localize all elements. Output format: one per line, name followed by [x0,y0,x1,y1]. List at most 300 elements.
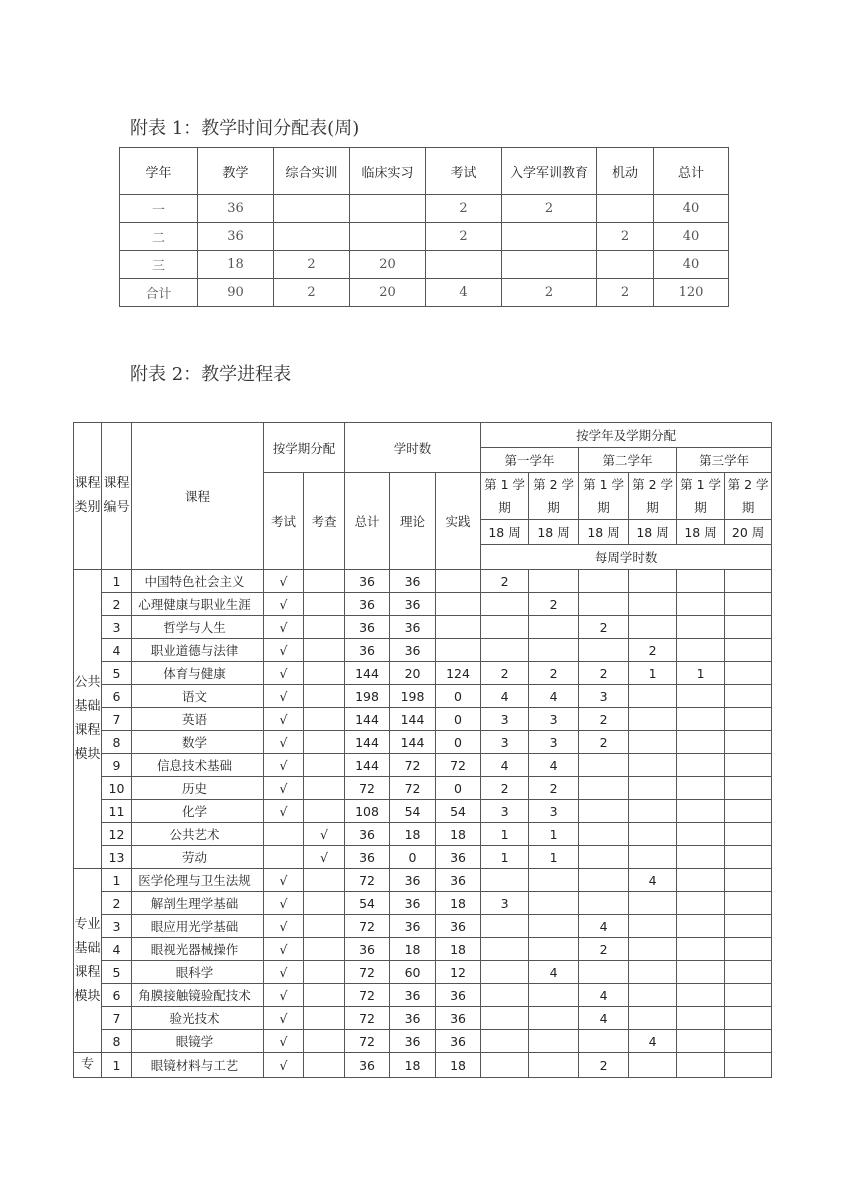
table-cell: 4 [529,754,579,777]
table-row [74,1053,772,1078]
header-hours: 学时数 [345,423,481,473]
table-cell [725,800,772,823]
table-cell: 18 [436,892,481,915]
table-cell: 3 [102,616,132,639]
table-cell: 20 [350,279,426,307]
table-cell [481,869,529,892]
header-check: 考查 [304,473,345,570]
course-name: 数学 [132,731,264,754]
table-cell: 5 [102,961,132,984]
header-allocation: 按学年及学期分配 [481,423,772,448]
table-cell [629,593,677,616]
table-cell [629,1007,677,1030]
table-cell: 4 [579,1007,629,1030]
table-cell [481,984,529,1007]
table-cell [677,869,725,892]
table-cell: 0 [436,777,481,800]
header-term: 第 1 学期 [677,473,725,520]
table-cell [304,915,345,938]
table-cell: 3 [529,708,579,731]
table-cell: 1 [481,846,529,869]
table-cell [725,984,772,1007]
table-cell: 54 [436,800,481,823]
header-year: 第一学年 [481,448,579,473]
table-cell: 36 [436,1007,481,1030]
table-cell [677,708,725,731]
table-cell [304,754,345,777]
table-cell: 72 [345,915,390,938]
table-cell: √ [264,961,304,984]
column-header: 教学 [198,148,274,195]
course-name: 角膜接触镜验配技术 [132,984,264,1007]
table-cell: 198 [345,685,390,708]
table-row [74,754,772,777]
table-cell [677,639,725,662]
course-name: 心理健康与职业生涯 [132,593,264,616]
table-cell: 40 [654,251,729,279]
table-cell: 11 [102,800,132,823]
header-term: 第 2 学期 [529,473,579,520]
table-cell: √ [304,846,345,869]
table-cell [725,915,772,938]
table-cell: 36 [390,1030,436,1053]
table-cell [481,915,529,938]
table-cell [677,685,725,708]
table-cell: √ [264,731,304,754]
table-cell [304,616,345,639]
table-cell: √ [264,1030,304,1053]
column-header: 总计 [654,148,729,195]
course-name: 医学伦理与卫生法规 [132,869,264,892]
table-cell: 18 [390,823,436,846]
table-cell [579,639,629,662]
table-cell: 2 [597,223,654,251]
table-cell [304,961,345,984]
table-cell [725,754,772,777]
header-weeks: 18 周 [481,520,529,545]
table-cell: 36 [390,892,436,915]
table-cell [629,938,677,961]
header-weeks: 18 周 [529,520,579,545]
table-cell [629,892,677,915]
table-cell: 3 [481,708,529,731]
table-cell: √ [264,754,304,777]
table-cell [677,1007,725,1030]
header-category: 课程类别 [74,423,102,570]
table-cell [579,593,629,616]
table-cell: 144 [345,708,390,731]
table-cell: 4 [579,984,629,1007]
table-cell [529,616,579,639]
table-cell [677,800,725,823]
table-cell: 4 [102,938,132,961]
table-cell [274,195,350,223]
table-cell: 9 [102,754,132,777]
table-cell: √ [264,593,304,616]
table-cell: 36 [345,846,390,869]
table-cell: 36 [345,616,390,639]
table-cell [579,570,629,593]
table-cell: 36 [345,639,390,662]
table-cell: 0 [436,708,481,731]
table-cell: 1 [629,662,677,685]
table-cell: 2 [579,1053,629,1078]
table-cell [481,616,529,639]
category-label: 专业基础课程模块 [74,869,102,1053]
table-cell: √ [264,639,304,662]
table-cell: 0 [390,846,436,869]
table-cell: 三 [120,251,198,279]
table-cell [579,800,629,823]
table-cell [677,593,725,616]
table-cell [436,570,481,593]
table-cell [579,754,629,777]
header-weeks: 18 周 [629,520,677,545]
table-cell [436,593,481,616]
header-total: 总计 [345,473,390,570]
teaching-schedule-table [73,422,772,1078]
table-row [74,777,772,800]
table-cell [629,984,677,1007]
table-cell [579,823,629,846]
table-cell: 72 [345,777,390,800]
table-cell [350,223,426,251]
table-cell: 2 [481,570,529,593]
table-cell: 2 [579,616,629,639]
table-cell: 4 [426,279,502,307]
category-label: 公共基础课程模块 [74,570,102,869]
table-cell: 36 [198,195,274,223]
table-cell: 124 [436,662,481,685]
header-course: 课程 [132,423,264,570]
table-cell [481,1007,529,1030]
table-cell [502,223,597,251]
table-cell [677,892,725,915]
table-cell [481,1053,529,1078]
course-name: 验光技术 [132,1007,264,1030]
table-cell [481,593,529,616]
table-cell [629,800,677,823]
table-cell: 5 [102,662,132,685]
header-term: 第 2 学期 [725,473,772,520]
table-row [74,800,772,823]
table-cell [597,195,654,223]
table-cell: 36 [390,869,436,892]
table-cell [677,1053,725,1078]
table-cell [529,938,579,961]
table-cell: 2 [502,279,597,307]
table-cell [725,708,772,731]
table-cell: 2 [579,938,629,961]
table-cell: 144 [390,731,436,754]
table-cell: 0 [436,685,481,708]
table-cell: 2 [426,223,502,251]
table-cell: 108 [345,800,390,823]
table-row [120,251,729,279]
table-cell [725,616,772,639]
header-practice: 实践 [436,473,481,570]
table-cell [350,195,426,223]
table-cell: √ [264,685,304,708]
table-cell: √ [264,800,304,823]
table2-title: 附表 2：教学进程表 [130,364,292,385]
table-cell: 18 [390,938,436,961]
course-name: 眼应用光学基础 [132,915,264,938]
table-cell: √ [264,570,304,593]
table-cell: √ [264,616,304,639]
table-cell [725,892,772,915]
table-cell: 36 [345,1053,390,1078]
table-cell [304,984,345,1007]
table-cell: 4 [481,754,529,777]
table-cell: 7 [102,708,132,731]
table-cell [481,639,529,662]
table-cell: 36 [345,823,390,846]
course-name: 职业道德与法律 [132,639,264,662]
table-cell: 12 [102,823,132,846]
table-cell [264,846,304,869]
table-cell [629,731,677,754]
table-cell [677,984,725,1007]
table-cell: 2 [102,892,132,915]
column-header: 综合实训 [274,148,350,195]
table-cell [304,662,345,685]
table-cell: 4 [629,1030,677,1053]
table-row [74,708,772,731]
table-cell [579,846,629,869]
course-name: 公共艺术 [132,823,264,846]
table-cell: 1 [529,823,579,846]
table-row [74,593,772,616]
table-cell: 4 [529,685,579,708]
table-cell: 144 [345,662,390,685]
table-cell: √ [304,823,345,846]
table-cell: 2 [481,777,529,800]
table-row [74,915,772,938]
table-cell: 6 [102,984,132,1007]
table-cell: 4 [529,961,579,984]
course-name: 体育与健康 [132,662,264,685]
table-cell: 1 [102,1053,132,1078]
table-cell: 1 [677,662,725,685]
table-cell: 36 [436,915,481,938]
table-cell: 6 [102,685,132,708]
table-cell [725,639,772,662]
header-year: 第三学年 [677,448,772,473]
table-cell: 20 [350,251,426,279]
table-cell [629,961,677,984]
table-cell [579,961,629,984]
table-cell: 2 [579,708,629,731]
table-cell [304,1007,345,1030]
table-cell: 36 [436,1030,481,1053]
table-cell [304,685,345,708]
table-cell: √ [264,1007,304,1030]
table-cell [304,892,345,915]
table-cell [529,1053,579,1078]
table-cell [529,570,579,593]
table-cell: 合计 [120,279,198,307]
table-cell: 1 [102,869,132,892]
table-row [74,570,772,593]
table-cell [529,1030,579,1053]
table-cell [264,823,304,846]
table-cell: 2 [481,662,529,685]
table-cell [629,846,677,869]
table-cell: 18 [436,1053,481,1078]
table1-title: 附表 1：教学时间分配表(周) [130,118,360,139]
table-cell: √ [264,708,304,731]
table-cell [725,570,772,593]
table-cell: 4 [579,915,629,938]
table-cell [677,938,725,961]
column-header: 入学军训教育 [502,148,597,195]
table-cell [436,639,481,662]
table-cell [629,915,677,938]
table-cell [725,961,772,984]
course-name: 眼镜材料与工艺 [132,1053,264,1078]
header-term: 第 1 学期 [579,473,629,520]
table-cell [529,639,579,662]
table-cell [481,961,529,984]
table-cell: 2 [579,662,629,685]
table-cell [725,685,772,708]
table-cell: 36 [390,1007,436,1030]
table-cell: 36 [345,938,390,961]
table-cell [502,251,597,279]
table-cell [677,961,725,984]
column-header: 学年 [120,148,198,195]
table-cell: 18 [390,1053,436,1078]
table-cell: 144 [390,708,436,731]
table-cell [529,984,579,1007]
table-cell: 72 [345,1007,390,1030]
table-cell [304,731,345,754]
table-row [74,685,772,708]
table-cell: 8 [102,1030,132,1053]
table-cell [304,869,345,892]
table-cell [677,570,725,593]
header-weeks: 18 周 [677,520,725,545]
table-cell [304,593,345,616]
table-row [74,846,772,869]
table-row [74,731,772,754]
table-cell: 40 [654,195,729,223]
table-header-row [74,423,772,448]
table-cell [304,800,345,823]
table-cell [725,731,772,754]
table-cell: 18 [198,251,274,279]
table-row [120,195,729,223]
table-cell: √ [264,984,304,1007]
table-cell [304,938,345,961]
table-row [74,869,772,892]
column-header: 机动 [597,148,654,195]
header-term: 第 1 学期 [481,473,529,520]
table-cell [579,1030,629,1053]
table-cell: 36 [390,570,436,593]
table-cell [579,869,629,892]
table-row [74,823,772,846]
table-cell: 72 [345,961,390,984]
table-cell: 2 [597,279,654,307]
table-row [74,1007,772,1030]
table-cell [304,777,345,800]
table-cell: 2 [274,251,350,279]
teaching-time-table [119,147,729,307]
table-cell [677,731,725,754]
table-cell [629,1053,677,1078]
table-cell: √ [264,892,304,915]
table-cell: √ [264,938,304,961]
table-cell [304,1053,345,1078]
table-cell [579,777,629,800]
table-cell: 144 [345,731,390,754]
table-cell: 3 [529,800,579,823]
table-cell [597,251,654,279]
table-cell: 72 [390,754,436,777]
table-cell: 18 [436,823,481,846]
table-cell [629,777,677,800]
table-row [74,984,772,1007]
table-cell: 10 [102,777,132,800]
table-cell: √ [264,662,304,685]
table-cell: 20 [390,662,436,685]
table-cell: 36 [390,915,436,938]
category-label: 专 [74,1053,102,1078]
table-cell: 3 [579,685,629,708]
table-cell: 1 [529,846,579,869]
table-cell: 2 [629,639,677,662]
table-cell: √ [264,777,304,800]
table-cell: 36 [345,593,390,616]
table-cell [725,823,772,846]
table-cell [725,777,772,800]
table-cell: 198 [390,685,436,708]
table-cell: 1 [481,823,529,846]
table-row [120,223,729,251]
table-cell: 36 [345,570,390,593]
course-name: 中国特色社会主义 [132,570,264,593]
table-row [74,961,772,984]
table-cell: 36 [390,593,436,616]
table-cell [677,823,725,846]
course-name: 信息技术基础 [132,754,264,777]
header-weeks: 20 周 [725,520,772,545]
table-cell: 8 [102,731,132,754]
table-cell: 12 [436,961,481,984]
course-name: 眼镜学 [132,1030,264,1053]
table-cell: 4 [102,639,132,662]
table-cell [725,1030,772,1053]
table-cell [725,846,772,869]
table-cell [436,616,481,639]
table-cell [426,251,502,279]
table-cell [677,846,725,869]
table-row [74,662,772,685]
table-cell [677,777,725,800]
table-cell: 72 [345,1030,390,1053]
table-cell [529,915,579,938]
table-row [74,616,772,639]
table-cell: 72 [436,754,481,777]
table-cell: 3 [481,800,529,823]
table-cell: 54 [390,800,436,823]
table-cell: 4 [629,869,677,892]
table-cell [725,593,772,616]
table-cell: 36 [390,616,436,639]
table-cell: 2 [529,662,579,685]
